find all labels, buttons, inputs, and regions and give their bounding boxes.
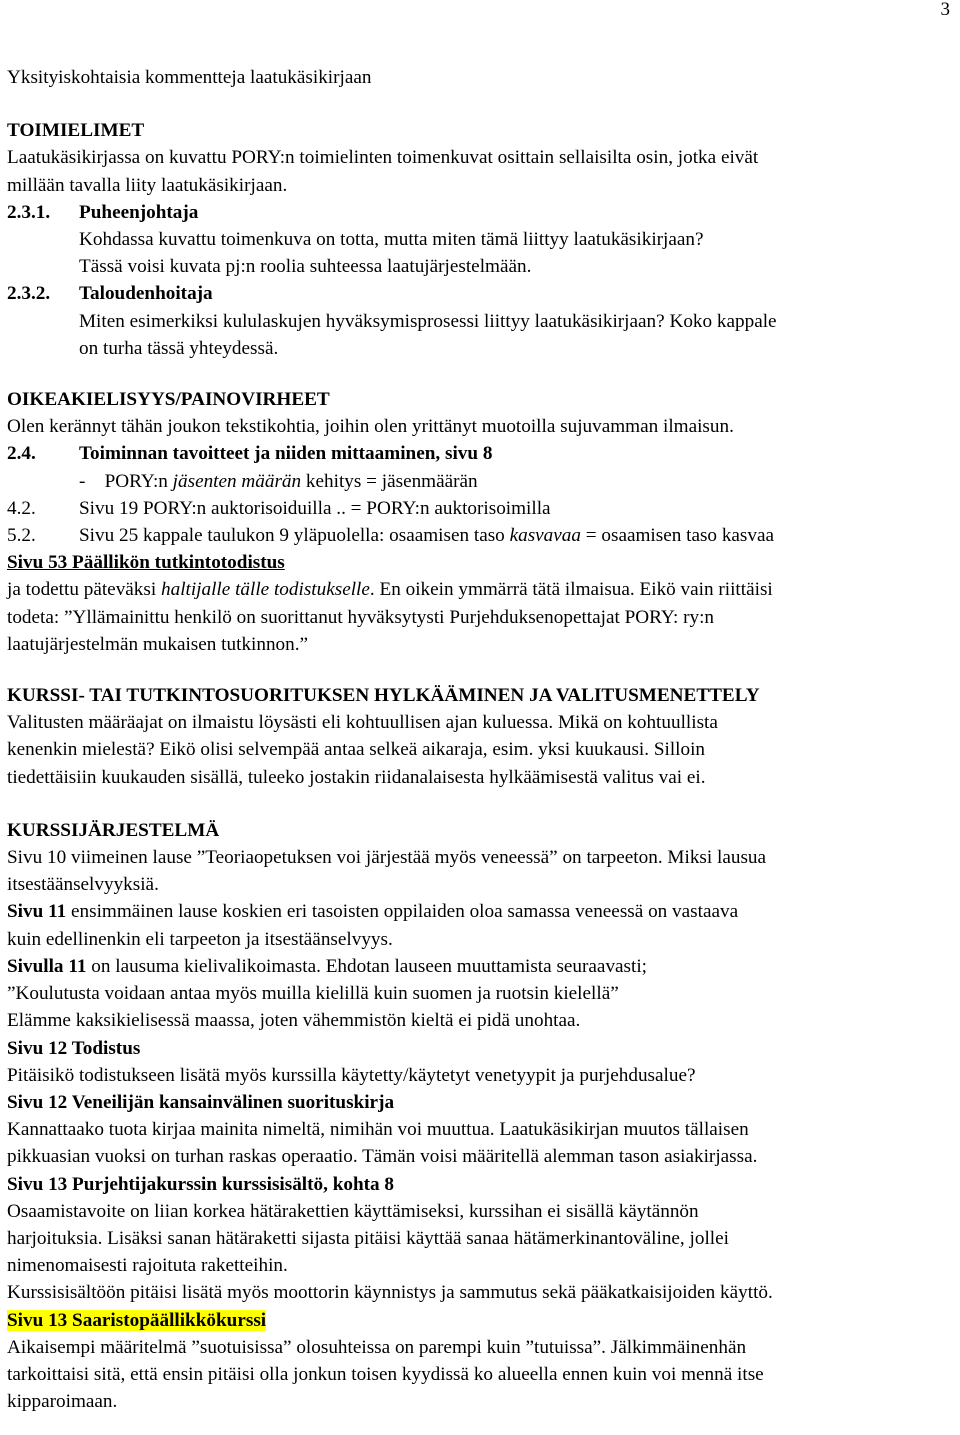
kurssijarjestelma-heading: KURSSIJÄRJESTELMÄ [7, 819, 220, 841]
item-text: on turha tässä yhteydessä. [79, 337, 279, 359]
page-title: Yksityiskohtaisia kommentteja laatukäsikirjaan [7, 67, 372, 88]
text-run: = osaamisen taso kasvaa [580, 525, 775, 547]
item-text: Miten esimerkiksi kululaskujen hyväksymisprosessi liittyy laatukäsikirjaan? Koko kappale [79, 310, 777, 332]
toimielimet-text-2: millään tavalla liity laatukäsikirjaan. [7, 174, 288, 196]
text-run-bold: Sivu 11 [7, 901, 67, 923]
text-run: on lausuma kielivalikoimasta. Ehdotan lauseen muuttamista seuraavasti; [86, 955, 648, 977]
item-text: Tässä voisi kuvata pj:n roolia suhteessa laatujärjestelmään. [79, 256, 532, 278]
kj-text: kuin edellinenkin eli tarpeeton ja itsestäänselvyys. [7, 928, 393, 950]
item-title: Taloudenhoitaja [79, 283, 213, 305]
kj-text: nimenomaisesti rajoituta raketteihin. [7, 1255, 288, 1277]
sivu-53-text: todeta: ”Yllämainittu henkilö on suorittanut hyväksytysti Purjehduksenopettajat PORY: ry:n [7, 606, 715, 628]
oikeakielisyys-intro: Olen kerännyt tähän joukon tekstikohtia, joihin olen yrittänyt muotoilla sujuvamman ilmaisun. [7, 416, 734, 438]
item-title: Puheenjohtaja [79, 201, 199, 223]
item-text: Sivu 19 PORY:n auktorisoiduilla .. = PORY:n auktorisoimilla [79, 497, 551, 519]
kj-text: kipparoimaan. [7, 1391, 118, 1413]
kj-text [7, 953, 957, 980]
kurssi-text: Valitusten määräajat on ilmaistu löysästi eli kohtuullisen ajan kuluessa. Mikä on kohtuullista [7, 712, 718, 734]
sivu-53-text: laatujärjestelmän mukaisen tutkinnon.” [7, 633, 309, 655]
item-text [79, 522, 774, 549]
text-run-italic: kasvavaa [509, 525, 581, 547]
text-run-italic: jäsenten määrän [172, 470, 302, 492]
kj-text: Kannattaako tuota kirjaa mainita nimeltä, nimihän voi muuttua. Laatukäsikirjan muutos tällaisen [7, 1119, 749, 1141]
kj-text: Sivu 10 viimeinen lause ”Teoriaopetuksen voi järjestää myös veneessä” on tarpeeton. Miksi lausua [7, 847, 767, 869]
oikeakielisyys-heading: OIKEAKIELISYYS/PAINOVIRHEET [7, 389, 330, 411]
text-run: ja todettu päteväksi [7, 579, 161, 601]
kurssi-text: kenenkin mielestä? Eikö olisi selvempää antaa selkeä aikaraja, esim. yksi kuukausi. Silloin [7, 739, 706, 761]
kurssi-text: tiedettäisiin kuukauden sisällä, tuleeko jostakin riidanalaisesta hylkäämisestä valitus vai ei. [7, 766, 706, 788]
correction-text [7, 468, 957, 495]
kurssi-heading: KURSSI- TAI TUTKINTOSUORITUKSEN HYLKÄÄMINEN JA VALITUSMENETTELY [7, 685, 760, 707]
highlighted-heading: Sivu 13 Saaristopäällikkökurssi [7, 1309, 267, 1331]
text-run: . En oikein ymmärrä tätä ilmaisua. Eikö vain riittäisi [369, 579, 773, 601]
kj-text [7, 898, 957, 925]
sivu-12-todistus-heading: Sivu 12 Todistus [7, 1037, 141, 1059]
kj-text: Pitäisikö todistukseen lisätä myös kurssilla käytetty/käytetyt venetyypit ja purjehdusalue? [7, 1064, 696, 1086]
item-number: 5.2. [7, 525, 36, 547]
text-run: Sivu 25 kappale taulukon 9 yläpuolella: osaamisen taso [79, 525, 510, 547]
item-title: Toiminnan tavoitteet ja niiden mittaaminen, sivu 8 [79, 443, 493, 465]
sivu-53-text [7, 576, 957, 603]
text-run: - PORY:n [79, 470, 173, 492]
correction-item [7, 495, 957, 522]
page-number: 3 [940, 0, 950, 20]
item-puheenjohtaja [7, 199, 957, 226]
kj-text: pikkuasian vuoksi on turhan raskas operaatio. Tämän voisi määritellä alemman tason asiakirjassa. [7, 1146, 758, 1168]
sivu-13-saaristopaallikko-heading [7, 1307, 957, 1334]
item-number: 2.3.2. [7, 283, 51, 305]
toimielimet-heading: TOIMIELIMET [7, 120, 145, 142]
text-run: kehitys = jäsenmäärän [301, 470, 478, 492]
kj-text: harjoituksia. Lisäksi sanan hätäraketti sijasta pitäisi käyttää sanaa hätämerkinantoväline, jollei [7, 1227, 729, 1249]
sivu-13-purjehtijakurssi-heading: Sivu 13 Purjehtijakurssin kurssisisältö, kohta 8 [7, 1173, 395, 1195]
item-number: 4.2. [7, 497, 36, 519]
document-body [7, 64, 957, 1415]
item-text: Kohdassa kuvattu toimenkuva on totta, mutta miten tämä liittyy laatukäsikirjaan? [79, 229, 704, 251]
item-number: 2.3.1. [7, 201, 51, 223]
kj-text: itsestäänselvyyksiä. [7, 874, 159, 896]
sivu-53-heading: Sivu 53 Päällikön tutkintotodistus [7, 552, 285, 574]
kj-text: Aikaisempi määritelmä ”suotuisissa” olosuhteissa on parempi kuin ”tutuissa”. Jälkimmäinenhän [7, 1336, 747, 1358]
item-taloudenhoitaja [7, 280, 957, 307]
text-run-bold: Sivulla 11 [7, 955, 87, 977]
kj-text: tarkoittaisi sitä, että ensin pitäisi olla jonkun toisen kyydissä ko alueella ennen kuin voi mennä itse [7, 1363, 764, 1385]
toimielimet-text-1: Laatukäsikirjassa on kuvattu PORY:n toimielinten toimenkuvat osittain sellaisilta osin, jotka eivät [7, 147, 759, 169]
correction-item [7, 522, 957, 549]
text-run: ensimmäinen lause koskien eri tasoisten oppilaiden oloa samassa veneessä on vastaava [66, 901, 739, 923]
kj-text: ”Koulutusta voidaan antaa myös muilla kielillä kuin suomen ja ruotsin kielellä” [7, 983, 619, 1005]
kj-text: Kurssisisältöön pitäisi lisätä myös moottorin käynnistys ja sammutus sekä pääkatkaisijoiden käyttö. [7, 1282, 773, 1304]
item-number: 2.4. [7, 443, 36, 465]
sivu-12-suorituskirja-heading: Sivu 12 Veneilijän kansainvälinen suorituskirja [7, 1091, 395, 1113]
kj-text: Osaamistavoite on liian korkea hätärakettien käyttämiseksi, kurssihan ei sisällä käytännön [7, 1200, 699, 1222]
text-run-italic: haltijalle tälle todistukselle [161, 579, 370, 601]
correction-item [7, 440, 957, 467]
kj-text: Elämme kaksikielisessä maassa, joten vähemmistön kieltä ei pidä unohtaa. [7, 1010, 581, 1032]
